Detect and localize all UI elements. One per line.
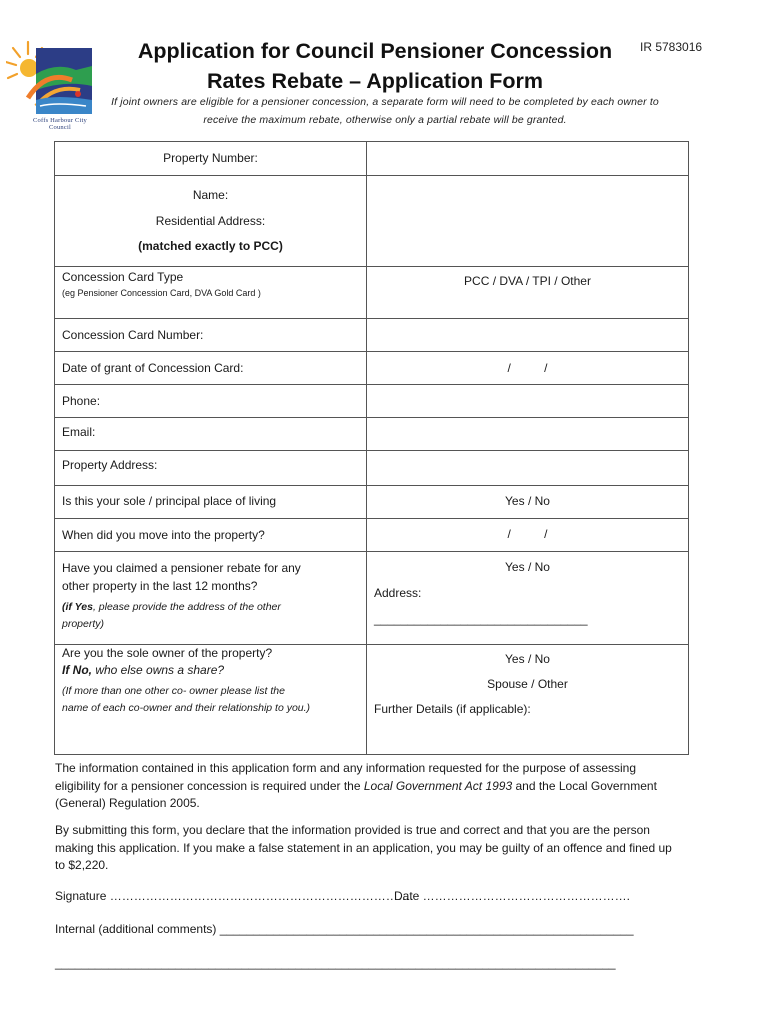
name-address-label-cell <box>55 176 367 267</box>
row-email <box>55 417 689 450</box>
other-address-line[interactable]: ________________________________ <box>374 611 588 626</box>
if-no-rest: who else owns a share? <box>92 662 225 677</box>
property-number-label: Property Number: <box>55 142 367 176</box>
if-yes-note <box>62 599 322 633</box>
row-move-in <box>55 518 689 551</box>
principal-place-label: Is this your sole / principal place of living <box>55 485 367 518</box>
row-phone <box>55 384 689 417</box>
application-form-table <box>54 141 689 755</box>
sole-owner-yes-no[interactable]: Yes / No <box>505 651 550 666</box>
email-label: Email: <box>55 417 367 450</box>
if-no-line <box>62 662 359 679</box>
council-logo-text: Coffs Harbour City Council <box>32 117 88 131</box>
name-label: Name: <box>192 188 229 202</box>
row-name-address <box>55 176 689 267</box>
grant-date-label: Date of grant of Concession Card: <box>55 351 367 384</box>
principal-place-yes-no[interactable]: Yes / No <box>367 485 689 518</box>
residential-address-label: Residential Address: <box>155 213 266 228</box>
property-number-field[interactable] <box>367 142 689 176</box>
row-card-type <box>55 266 689 318</box>
internal-comments-line[interactable]: Internal (additional comments) ______________________________________________________________ <box>55 922 634 936</box>
sole-owner-question: Are you the sole owner of the property? <box>62 645 273 660</box>
property-address-field[interactable] <box>367 450 689 485</box>
card-type-options[interactable]: PCC / DVA / TPI / Other <box>367 266 689 318</box>
if-yes-rest: , please provide the address of the other property) <box>62 600 281 630</box>
privacy-text-b: and the Local Government (General) Regulation 2005. <box>55 778 657 810</box>
card-type-example: (eg Pensioner Concession Card, DVA Gold Card ) <box>62 287 261 298</box>
form-title: Application for Council Pensioner Concession Rates Rebate – Application Form <box>137 39 613 93</box>
claimed-rebate-answer-cell[interactable] <box>367 551 689 644</box>
row-property-address <box>55 450 689 485</box>
privacy-paragraph <box>55 760 675 813</box>
signature-line[interactable]: Signature …………………………………………………………………. <box>55 889 414 903</box>
sole-owner-label-cell <box>55 644 367 754</box>
further-details-label: Further Details (if applicable): <box>374 701 531 716</box>
sole-owner-answer-cell[interactable] <box>367 644 689 754</box>
claimed-rebate-label-cell <box>55 551 367 644</box>
card-type-label: Concession Card Type <box>62 269 184 284</box>
declaration-paragraph: By submitting this form, you declare that the information provided is true and correct and that you are the person making this application. If you make a false statement in an application, you may be guilty of an offence and fined up to $2,220. <box>55 823 672 872</box>
phone-label: Phone: <box>55 384 367 417</box>
row-sole-owner <box>55 644 689 754</box>
date-line[interactable]: Date ……………………………………………. <box>394 889 631 903</box>
card-number-label: Concession Card Number: <box>55 318 367 351</box>
row-grant-date <box>55 351 689 384</box>
email-field[interactable] <box>367 417 689 450</box>
if-no-bold: If No, <box>62 662 92 677</box>
privacy-text-a: The information contained in this application form and any information requested for the purpose of assessing eligibility for a pensioner concession is required under the <box>55 761 637 793</box>
row-property-number <box>55 142 689 176</box>
row-card-number <box>55 318 689 351</box>
row-principal-place <box>55 485 689 518</box>
other-address-label: Address: <box>374 585 422 600</box>
reference-number: IR 5783016 <box>640 40 703 54</box>
card-type-label-cell <box>55 266 367 318</box>
claimed-rebate-question: Have you claimed a pensioner rebate for any other property in the last 12 months? <box>62 560 301 593</box>
if-yes-bold: (if Yes <box>62 600 93 613</box>
phone-field[interactable] <box>367 384 689 417</box>
move-in-date-field[interactable]: / / <box>367 518 689 551</box>
spouse-other-options[interactable]: Spouse / Other <box>487 676 568 691</box>
card-number-field[interactable] <box>367 318 689 351</box>
property-address-label: Property Address: <box>55 450 367 485</box>
coowner-note: (If more than one other co- owner please list the name of each co-owner and their relationship to you.) <box>62 684 311 714</box>
name-address-field[interactable] <box>367 176 689 267</box>
additional-comments-line[interactable]: ____________________________________________________________________________________ <box>55 956 616 970</box>
claimed-rebate-yes-no[interactable]: Yes / No <box>505 559 550 574</box>
act-name: Local Government Act 1993 <box>363 778 513 793</box>
grant-date-field[interactable]: / / <box>367 351 689 384</box>
matched-note: (matched exactly to PCC) <box>138 239 283 253</box>
form-subtitle: If joint owners are eligible for a pensioner concession, a separate form will need to be completed by each owner to receive the maximum rebate, otherwise only a partial rebate will be granted. <box>111 96 659 126</box>
move-in-label: When did you move into the property? <box>55 518 367 551</box>
row-claimed-rebate <box>55 551 689 644</box>
